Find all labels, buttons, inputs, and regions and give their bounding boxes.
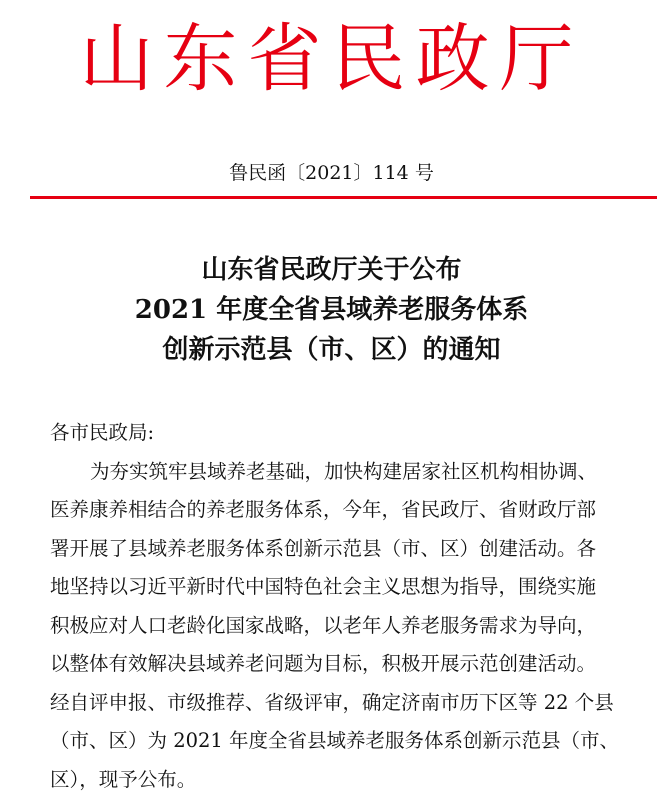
body-line: 积极应对人口老龄化国家战略，以老年人养老服务需求为导向， (50, 613, 597, 637)
body-line: 为夯实筑牢县域养老基础，加快构建居家社区机构相协调、 (90, 459, 598, 483)
document-title (0, 250, 663, 370)
red-divider-line (30, 196, 657, 199)
body-line: 区），现予公布。 (50, 767, 197, 791)
title-line-1: 山东省民政厅关于公布 (201, 255, 462, 285)
body-line: 以整体有效解决县域养老问题为目标，积极开展示范创建活动。 (50, 652, 597, 675)
body-line: 经自评申报、市级推荐、省级评审，确定济南市历下区等 22 个县 (50, 690, 614, 714)
salutation: 各市民政局: (50, 421, 155, 444)
body-line: 署开展了县域养老服务体系创新示范县（市、区）创建活动。各 (50, 536, 597, 560)
document-body (50, 414, 640, 799)
title-line-2: 2021 年度全省县域养老服务体系 (134, 295, 529, 325)
body-line: 医养康养相结合的养老服务体系，今年，省民政厅、省财政厅部 (50, 498, 597, 521)
title-line-3: 创新示范县（市、区）的通知 (162, 335, 501, 365)
body-line: 地坚持以习近平新时代中国特色社会主义思想为指导，围绕实施 (50, 575, 597, 598)
agency-title: 山东省民政厅 (79, 16, 584, 102)
body-line: （市、区）为 2021 年度全省县域养老服务体系创新示范县（市、 (50, 729, 620, 752)
document-number: 鲁民函〔2021〕114 号 (229, 162, 434, 184)
